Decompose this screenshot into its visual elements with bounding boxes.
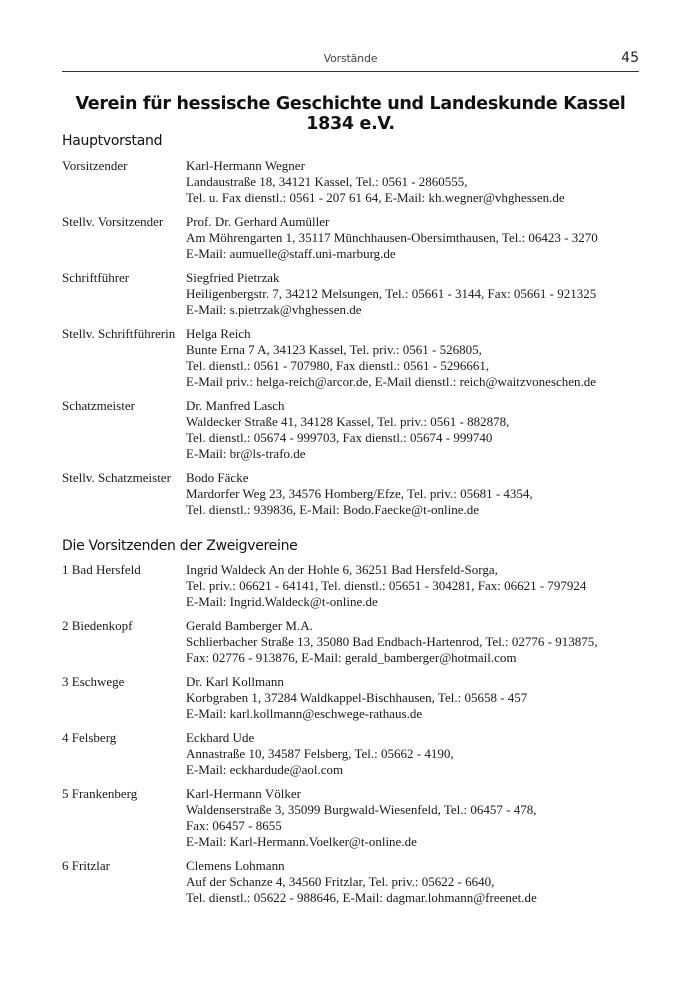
- entry-contact-line: E-Mail: s.pietrzak@vhghessen.de: [186, 302, 362, 317]
- list-item: [62, 470, 639, 518]
- entry-contact-line: Fax: 02776 - 913876, E-Mail: gerald_bamberger@hotmail.com: [186, 650, 517, 665]
- entry-person-name: Eckhard Ude: [186, 730, 255, 745]
- entry-role: Schatzmeister: [62, 398, 135, 413]
- entry-role: 4 Felsberg: [62, 730, 117, 745]
- entry-person-name: Helga Reich: [186, 326, 251, 341]
- entry-details: [186, 470, 639, 518]
- entry-person-name: Karl-Hermann Wegner: [186, 158, 305, 173]
- entry-contact-line: Annastraße 10, 34587 Felsberg, Tel.: 05662 - 4190,: [186, 746, 454, 761]
- entry-details: [186, 270, 639, 318]
- entry-contact-line: Tel. dienstl.: 05622 - 988646, E-Mail: dagmar.lohmann@freenet.de: [186, 890, 537, 905]
- entry-person-name: Clemens Lohmann: [186, 858, 285, 873]
- entry-person-name: Gerald Bamberger M.A.: [186, 618, 313, 633]
- entry-contact-line: Tel. dienstl.: 0561 - 707980, Fax dienstl.: 0561 - 5296661,: [186, 358, 490, 373]
- entry-contact-line: Am Möhrengarten 1, 35117 Münchhausen-Obersimthausen, Tel.: 06423 - 3270: [186, 230, 598, 245]
- entry-contact-line: Fax: 06457 - 8655: [186, 818, 282, 833]
- entry-contact-line: Tel. dienstl.: 939836, E-Mail: Bodo.Faecke@t-online.de: [186, 502, 480, 517]
- entry-role: Stellv. Schatzmeister: [62, 470, 171, 485]
- entry-details: [186, 158, 639, 206]
- entry-contact-line: E-Mail: aumuelle@staff.uni-marburg.de: [186, 246, 396, 261]
- list-item: [62, 562, 639, 610]
- list-item: [62, 398, 639, 462]
- entry-contact-line: E-Mail: Ingrid.Waldeck@t-online.de: [186, 594, 378, 609]
- list-item: [62, 618, 639, 666]
- entry-details: [186, 786, 639, 850]
- entry-contact-line: Tel. priv.: 06621 - 64141, Tel. dienstl.: 05651 - 304281, Fax: 06621 - 797924: [186, 578, 587, 593]
- entry-details: [186, 398, 639, 462]
- entry-contact-line: Mardorfer Weg 23, 34576 Homberg/Efze, Tel. priv.: 05681 - 4354,: [186, 486, 533, 501]
- list-item: [62, 214, 639, 262]
- entry-contact-line: Korbgraben 1, 37284 Waldkappel-Bischhausen, Tel.: 05658 - 457: [186, 690, 528, 705]
- list-item: [62, 730, 639, 778]
- running-title: Vorstände: [323, 52, 378, 65]
- entry-role: 1 Bad Hersfeld: [62, 562, 141, 577]
- entry-person-name: Siegfried Pietrzak: [186, 270, 280, 285]
- section-heading-zweigvereine: Die Vorsitzenden der Zweigvereine: [62, 538, 298, 554]
- entry-person-name: Karl-Hermann Völker: [186, 786, 301, 801]
- list-item: [62, 158, 639, 206]
- entry-contact-line: Tel. dienstl.: 05674 - 999703, Fax dienstl.: 05674 - 999740: [186, 430, 493, 445]
- entry-role: Stellv. Schriftführerin: [62, 326, 176, 341]
- entry-person-name: Bodo Fäcke: [186, 470, 249, 485]
- entry-role: Vorsitzender: [62, 158, 128, 173]
- page-title: Verein für hessische Geschichte und Landeskunde Kassel 1834 e.V.: [75, 94, 626, 134]
- entry-contact-line: Landaustraße 18, 34121 Kassel, Tel.: 0561 - 2860555,: [186, 174, 468, 189]
- entry-contact-line: Heiligenbergstr. 7, 34212 Melsungen, Tel.: 05661 - 3144, Fax: 05661 - 921325: [186, 286, 597, 301]
- list-item: [62, 674, 639, 722]
- entry-details: [186, 674, 639, 722]
- entry-contact-line: Waldecker Straße 41, 34128 Kassel, Tel. priv.: 0561 - 882878,: [186, 414, 510, 429]
- entry-role: Schriftführer: [62, 270, 130, 285]
- entry-contact-line: Schlierbacher Straße 13, 35080 Bad Endbach-Hartenrod, Tel.: 02776 - 913875,: [186, 634, 598, 649]
- entry-person-name: Ingrid Waldeck An der Hohle 6, 36251 Bad Hersfeld-Sorga,: [186, 562, 498, 577]
- entry-details: [186, 326, 639, 390]
- list-item: [62, 326, 639, 390]
- page-number: 45: [621, 50, 639, 66]
- entry-details: [186, 618, 639, 666]
- entry-contact-line: E-Mail priv.: helga-reich@arcor.de, E-Mail dienstl.: reich@waitzvoneschen.de: [186, 374, 597, 389]
- entry-contact-line: E-Mail: eckhardude@aol.com: [186, 762, 344, 777]
- list-item: [62, 858, 639, 906]
- entry-person-name: Prof. Dr. Gerhard Aumüller: [186, 214, 330, 229]
- entry-role: Stellv. Vorsitzender: [62, 214, 164, 229]
- entry-details: [186, 562, 639, 610]
- list-item: [62, 786, 639, 850]
- entry-contact-line: E-Mail: Karl-Hermann.Voelker@t-online.de: [186, 834, 417, 849]
- entry-person-name: Dr. Manfred Lasch: [186, 398, 285, 413]
- entry-contact-line: Bunte Erna 7 A, 34123 Kassel, Tel. priv.: 0561 - 526805,: [186, 342, 482, 357]
- zweigvereine-list: [62, 562, 639, 914]
- entry-contact-line: Auf der Schanze 4, 34560 Fritzlar, Tel. priv.: 05622 - 6640,: [186, 874, 495, 889]
- entry-contact-line: Waldenserstraße 3, 35099 Burgwald-Wiesenfeld, Tel.: 06457 - 478,: [186, 802, 537, 817]
- entry-role: 3 Eschwege: [62, 674, 125, 689]
- hauptvorstand-list: [62, 158, 639, 526]
- entry-details: [186, 214, 639, 262]
- entry-role: 6 Fritzlar: [62, 858, 111, 873]
- entry-contact-line: Tel. u. Fax dienstl.: 0561 - 207 61 64, E-Mail: kh.wegner@vhghessen.de: [186, 190, 565, 205]
- section-heading-hauptvorstand: Hauptvorstand: [62, 133, 163, 149]
- entry-person-name: Dr. Karl Kollmann: [186, 674, 284, 689]
- entry-contact-line: E-Mail: karl.kollmann@eschwege-rathaus.de: [186, 706, 423, 721]
- entry-details: [186, 858, 639, 906]
- header-rule: [62, 71, 639, 72]
- entry-contact-line: E-Mail: br@ls-trafo.de: [186, 446, 306, 461]
- entry-details: [186, 730, 639, 778]
- list-item: [62, 270, 639, 318]
- entry-role: 2 Biedenkopf: [62, 618, 133, 633]
- entry-role: 5 Frankenberg: [62, 786, 138, 801]
- running-header: [62, 50, 639, 70]
